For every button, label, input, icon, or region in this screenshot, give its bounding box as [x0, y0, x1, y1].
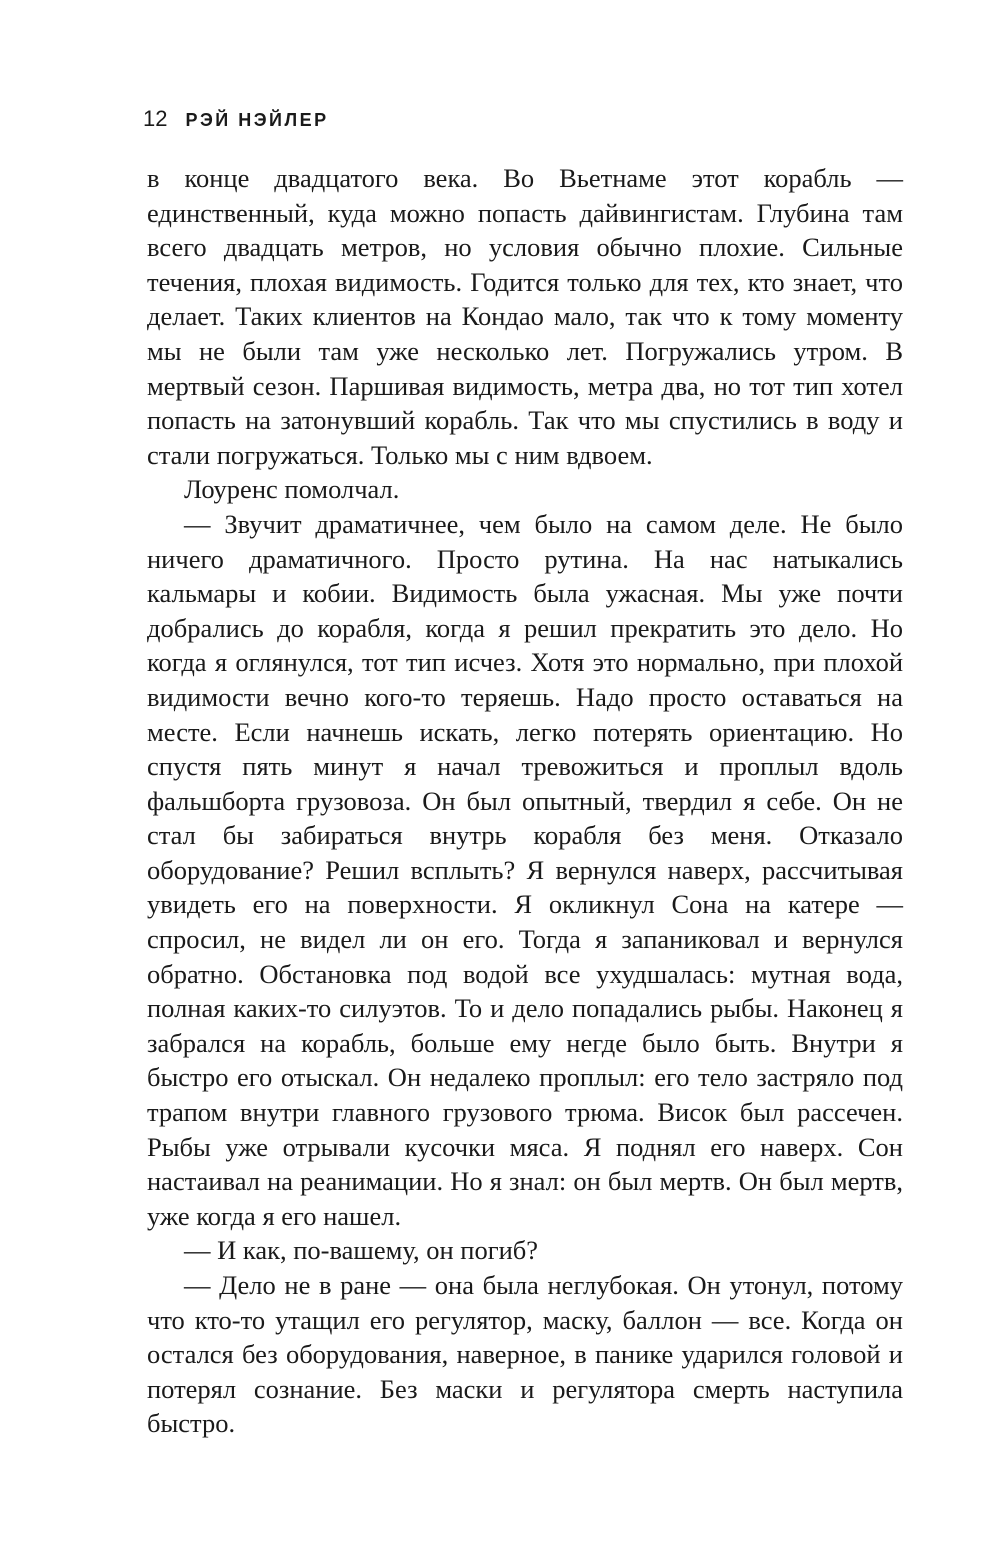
page-number: 12: [143, 106, 168, 131]
paragraph: Лоуренс помолчал.: [184, 474, 400, 505]
body-text: [147, 161, 903, 1441]
running-head-author: РЭЙ НЭЙЛЕР: [185, 110, 329, 130]
running-head: [143, 106, 329, 136]
dialogue-paragraph: — И как, по-вашему, он погиб?: [184, 1235, 538, 1266]
dialogue-paragraph: — Дело не в ране — она была неглубокая. Он утонул, потому что кто-то утащил его регулятор, маску, баллон — все. Когда он остался без оборудования, наверное, в панике ударился головой и потерял сознание. Без маски и регулятора смерть наступила быстро.: [147, 1270, 903, 1439]
paragraph-continuation: в конце двадцатого века. Во Вьетнаме этот корабль — единственный, куда можно попасть дайвингистам. Глубина там всего двадцать метров, но условия обычно плохие. Сильные течения, плохая видимость. Годится только для тех, кто знает, что делает. Таких клиентов на Кондао мало, так что к тому моменту мы не были там уже несколько лет. Погружались утром. В мертвый сезон. Паршивая видимость, метра два, но тот тип хотел попасть на затонувший корабль. Так что мы спустились в воду и стали погружаться. Только мы с ним вдвоем.: [147, 163, 903, 470]
dialogue-paragraph: — Звучит драматичнее, чем было на самом деле. Не было ничего драматичного. Просто рутина. На нас натыкались кальмары и кобии. Видимость была ужасная. Мы уже почти добрались до корабля, когда я решил прекратить это дело. Но когда я оглянулся, тот тип исчез. Хотя это нормально, при плохой видимости вечно кого-то теряешь. Надо просто оставаться на месте. Если начнешь искать, легко потерять ориентацию. Но спустя пять минут я начал тревожиться и проплыл вдоль фальшборта грузовоза. Он был опытный, твердил я себе. Он не стал бы забираться внутрь корабля без меня. Отказало оборудование? Решил всплыть? Я вернулся наверх, рассчитывая увидеть его на поверхности. Я окликнул Сона на катере — спросил, не видел ли он его. Тогда я запаниковал и вернулся обратно. Обстановка под водой все ухудшалась: мутная вода, полная каких-то силуэтов. То и дело попадались рыбы. Наконец я забрался на корабль, больше ему негде было быть. Внутри я быстро его отыскал. Он недалеко проплыл: его тело застряло под трапом внутри главного грузового трюма. Висок был рассечен. Рыбы уже отрывали кусочки мяса. Я поднял его наверх. Сон настаивал на реанимации. Но я знал: он был мертв. Он был мертв, уже когда я его нашел.: [147, 508, 903, 1231]
